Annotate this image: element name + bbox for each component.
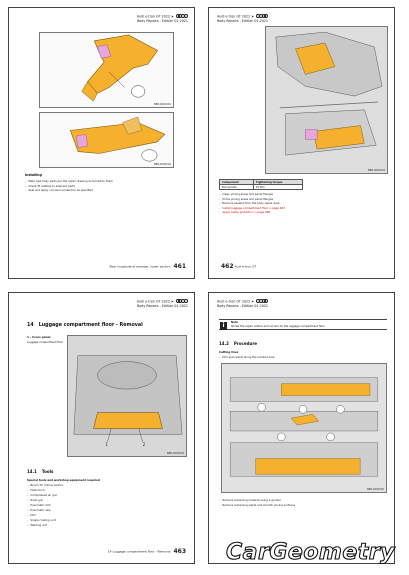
page-header (217, 299, 268, 308)
table-cell: Fixing bolts (220, 185, 254, 190)
list-item: – Heat torch (27, 488, 177, 493)
section-title: 14 Luggage compartment floor - Removal (27, 323, 143, 328)
list-item: – Weld new body parts per the repair drawing and position them (25, 179, 185, 184)
header-edition: Body Repairs - Edition 01.2021 (136, 19, 188, 23)
figure-1 (39, 32, 174, 108)
table-cell: 25 Nm (253, 185, 302, 190)
document-page-3 (8, 292, 195, 564)
document-page-1 (8, 7, 195, 279)
list-item: – Remove remaining welds and smooth joining surfaces (219, 503, 389, 508)
list-item: – Install luggage compartment floor ⇒ page 463 (219, 206, 389, 211)
figure-number: B8B-0000004 (166, 452, 184, 455)
list-item: – Drill spot welds along the marked area (219, 355, 387, 360)
list-item: – Bench for hollow section (27, 483, 177, 488)
list-item: – Apply cavity protection ⇒ page 466 (219, 210, 389, 215)
subsection-body: Luggage compartment floor (27, 341, 64, 344)
list-item: – Seal and apply corrosion protection as specified (25, 188, 185, 193)
figure-2 (39, 112, 174, 168)
list-item: – Drill (27, 513, 177, 518)
intro-list (219, 355, 387, 360)
list-item: – Remove sealant from the body repair area (219, 201, 389, 206)
page-number: 462 (221, 263, 234, 270)
figure-number: B8B-0000001 (153, 103, 171, 106)
watermark-logo: CarGeometry (226, 540, 395, 565)
table-header-cell: Component (220, 180, 254, 185)
svg-text:1: 1 (105, 442, 108, 448)
section-heading: Installing (25, 173, 42, 177)
list-item: – Pneumatic drill (27, 503, 177, 508)
section-title: 14.2 Procedure (219, 341, 258, 346)
page-header (137, 14, 188, 23)
header-model: Audi e-tron GT 2022 ➤ (217, 299, 268, 304)
svg-text:2: 2 (142, 442, 146, 448)
instruction-list (219, 192, 389, 215)
footer-text: Audi e-tron GT (234, 264, 257, 269)
header-model: Audi e-tron GT 2022 ➤ (137, 14, 188, 19)
page-footer (109, 263, 186, 270)
tools-intro: Special tools and workshop equipment required (27, 478, 100, 482)
figure-number: B8B-0000005 (366, 488, 384, 491)
list-item: – Compressed air gun (27, 493, 177, 498)
instruction-list (25, 179, 185, 193)
note-text: Shows the repair outline and cut line for the luggage compartment floor. (231, 324, 326, 328)
page-header (137, 299, 188, 308)
figure-number: B8B-0000002 (153, 163, 171, 166)
figure-3 (265, 26, 388, 174)
header-edition: Body Repairs - Edition 01.2021 (217, 304, 269, 308)
subsection-title: 1 - Cross panel (27, 335, 51, 339)
table-row (220, 185, 303, 190)
instruction-list (219, 498, 389, 507)
list-item: – Single riveting unit (27, 518, 177, 523)
document-page-2 (208, 7, 395, 279)
info-icon: i (220, 322, 227, 330)
header-edition: Body Repairs - Edition 01.2021 (217, 19, 269, 23)
tools-list (27, 483, 177, 528)
page-number: 461 (173, 263, 186, 270)
table-header-cell: Tightening torque (253, 180, 302, 185)
footer-text: 14 Luggage compartment floor - Removal (107, 549, 171, 554)
figure-4 (67, 335, 187, 457)
note-box (219, 319, 387, 330)
list-item: – Rivet gun (27, 498, 177, 503)
footer-text: Rear longitudinal member, lower section (109, 264, 171, 269)
list-item: – Check fit relative to adjacent parts (25, 184, 185, 189)
document-page-4 (208, 292, 395, 564)
torque-table (219, 179, 303, 190)
list-item: – Clean joining areas and panel flanges (219, 192, 389, 197)
page-number: 463 (173, 548, 186, 555)
page-footer (219, 263, 256, 270)
subsection-title: Cutting lines (219, 350, 239, 354)
note-label: Note (231, 321, 238, 324)
figure-5 (221, 363, 387, 493)
header-model: Audi e-tron GT 2022 ➤ (217, 14, 268, 19)
page-header (217, 14, 268, 23)
header-model: Audi e-tron GT 2022 ➤ (137, 299, 188, 304)
list-item: – Welding unit (27, 523, 177, 528)
list-item: – Remove remaining material using a grinder (219, 498, 389, 503)
header-edition: Body Repairs - Edition 01.2021 (136, 304, 188, 308)
list-item: – Pneumatic saw (27, 508, 177, 513)
list-item: – Prime joining areas and panel flanges (219, 197, 389, 202)
tools-title: 14.1 Tools (27, 469, 54, 474)
page-footer (108, 548, 186, 555)
figure-number: B8B-0000003 (367, 169, 385, 172)
